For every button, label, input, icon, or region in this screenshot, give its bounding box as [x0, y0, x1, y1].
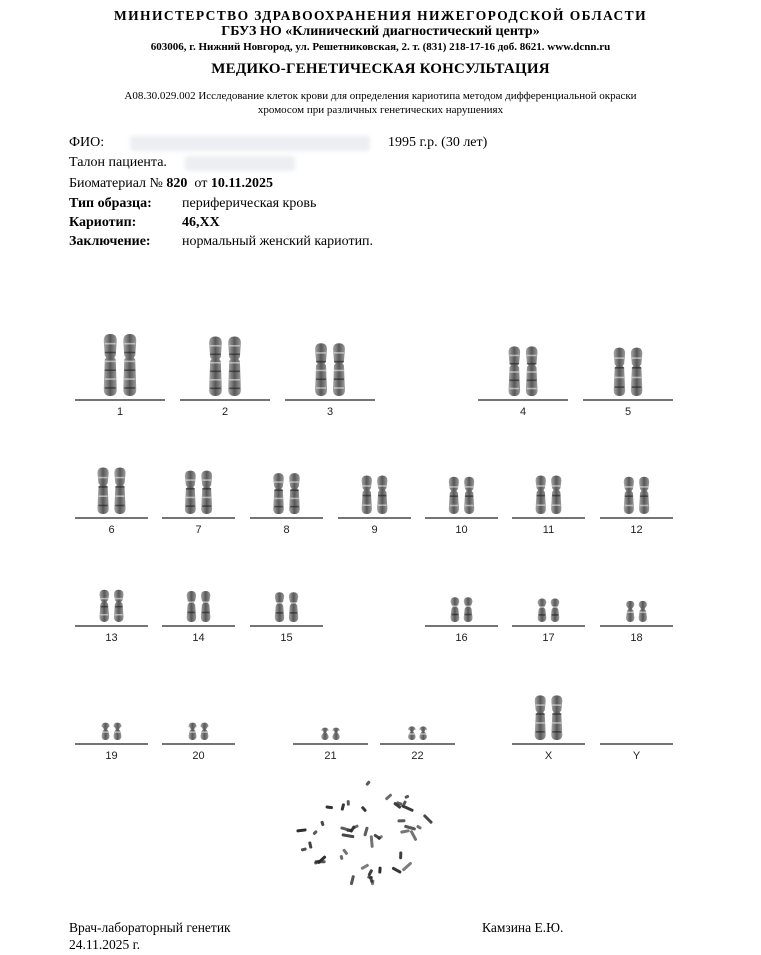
chromosome-band: [316, 361, 326, 363]
chromosome-band: [537, 485, 545, 487]
chromosome-band: [186, 479, 195, 481]
chromosome-band: [316, 352, 326, 354]
chromosome-band: [115, 505, 124, 507]
chromosome-band: [100, 614, 108, 616]
chromosome-pair-18: [600, 601, 673, 644]
chromosome-pair-2: [180, 336, 270, 418]
chromosome-band: [465, 505, 473, 507]
metaphase-chromosome: [401, 804, 414, 812]
metaphase-chromosome: [360, 863, 369, 870]
chromosome-band: [276, 612, 283, 614]
chromosome-label: X: [544, 750, 553, 762]
chromosome-band: [210, 353, 221, 355]
chromosome-band: [98, 486, 107, 488]
chromosome-label: 6: [108, 524, 115, 536]
chromatid: [97, 468, 108, 515]
metaphase-chromosome: [369, 876, 374, 883]
metaphase-chromosome: [416, 825, 422, 830]
chromosome-band: [615, 377, 624, 379]
chromosome-band: [527, 355, 537, 357]
chromosome-band: [276, 602, 283, 604]
chromosome-band: [229, 353, 240, 355]
chromosome-label: 21: [324, 750, 337, 762]
chromosome-band: [202, 488, 211, 490]
chromosome-band: [363, 485, 371, 487]
chromosome-band: [316, 387, 326, 389]
chromosome-band: [363, 504, 371, 506]
chromosome-band: [210, 387, 221, 389]
chromosome-band: [537, 504, 545, 506]
chromosome-band: [105, 369, 116, 371]
biomaterial-date: 10.11.2025: [210, 176, 274, 191]
chromosome-band: [274, 481, 283, 483]
metaphase-chromosome: [341, 803, 346, 811]
chromatid: [631, 348, 642, 396]
chromosome-band: [552, 485, 560, 487]
chromosome-band: [363, 495, 371, 497]
chromosome-band: [98, 495, 107, 497]
chromosome-pair-20: [162, 723, 235, 762]
chromosome-pair-5: [583, 348, 673, 418]
metaphase-chromosome: [347, 800, 350, 806]
metaphase-chromosome: [378, 867, 381, 874]
chromosome-band: [229, 387, 240, 389]
chromosome-band: [274, 489, 283, 491]
chromosome-band: [290, 612, 297, 614]
chromosome-band: [114, 731, 120, 733]
chromosome-pair-22: [380, 726, 455, 762]
chromosome-band: [536, 713, 545, 715]
chromosome-band: [115, 477, 124, 479]
chromosome-band: [334, 352, 344, 354]
chromosome-band: [334, 387, 344, 389]
chromosome-pair-6: [75, 468, 148, 537]
chromosome-band: [124, 352, 135, 354]
conclusion-label: Заключение:: [69, 234, 151, 249]
metaphase-chromosome: [301, 847, 307, 851]
chromosome-band: [465, 486, 473, 488]
metaphase-chromosome: [370, 835, 374, 848]
chromosome-band: [105, 352, 116, 354]
biomaterial-label: Биоматериал №: [69, 176, 163, 191]
chromosome-band: [190, 731, 196, 733]
chromatid: [614, 348, 625, 396]
chromosome-band: [552, 713, 561, 715]
chromosome-band: [229, 379, 240, 381]
chromosome-band: [290, 489, 299, 491]
chromosome-band: [124, 361, 135, 363]
chromosome-band: [115, 614, 123, 616]
chromosome-band: [202, 612, 210, 614]
date-prefix: от: [194, 176, 208, 191]
chromosome-band: [627, 611, 633, 613]
chromosome-band: [115, 606, 123, 608]
chromatid: [289, 592, 298, 622]
chromosome-label: 22: [411, 750, 424, 762]
chromosome-band: [539, 606, 546, 608]
chromosome-band: [210, 362, 221, 364]
chromosome-pair-y: [600, 744, 673, 762]
chromosome-band: [105, 387, 116, 389]
chromosome-band: [186, 505, 195, 507]
chromosome-band: [452, 605, 459, 607]
chromosome-label: 16: [455, 632, 468, 644]
chromosome-band: [450, 486, 458, 488]
chromosome-band: [510, 388, 520, 390]
chromosome-band: [378, 485, 386, 487]
chromosome-band: [632, 377, 641, 379]
chromosome-band: [229, 362, 240, 364]
doctor-name: Камзина Е.Ю.: [482, 920, 564, 935]
chromosome-band: [640, 611, 646, 613]
chromatid: [464, 597, 473, 622]
chromosome-band: [188, 601, 196, 603]
chromatid: [626, 601, 634, 622]
chromosome-band: [186, 497, 195, 499]
metaphase-chromosome: [312, 830, 318, 836]
chromosome-pair-10: [425, 477, 498, 536]
chromosome-band: [229, 345, 240, 347]
fio-label: ФИО:: [69, 135, 105, 150]
chromosome-band: [98, 477, 107, 479]
chromosome-band: [527, 371, 537, 373]
chromatid: [201, 591, 211, 622]
chromosome-label: 10: [455, 524, 468, 536]
metaphase-chromosome: [404, 795, 409, 800]
chromosome-band: [552, 704, 561, 706]
chromosome-band: [378, 495, 386, 497]
chromosome-label: 18: [630, 632, 643, 644]
metaphase-chromosome: [308, 841, 313, 849]
chromosome-band: [625, 486, 633, 488]
chromatid: [321, 728, 328, 740]
service-line-2: хромосом при различных генетических нарушениях: [257, 104, 504, 116]
chromosome-band: [510, 355, 520, 357]
chromosome-band: [536, 704, 545, 706]
chromosome-label: Y: [632, 750, 641, 762]
chromosome-band: [640, 505, 648, 507]
chromosome-label: 2: [221, 406, 229, 418]
metaphase-chromosome: [325, 805, 333, 809]
chromosome-label: 7: [195, 524, 202, 536]
metaphase-chromosome: [397, 819, 405, 822]
chromosome-label: 12: [630, 524, 643, 536]
chromosome-pair-8: [250, 473, 323, 536]
chromosome-band: [510, 363, 520, 365]
birth-info: 1995 г.р. (30 лет): [388, 135, 488, 150]
chromosome-band: [552, 614, 559, 616]
chromosome-band: [465, 495, 473, 497]
chromosome-pair-15: [250, 592, 323, 644]
chromosome-label: 1: [116, 406, 124, 418]
chromosome-pair-16: [425, 597, 498, 644]
chromosome-band: [632, 367, 641, 369]
chromosome-band: [100, 598, 108, 600]
chromatid: [538, 598, 547, 622]
institution-name: ГБУЗ НО «Клинический диагностический центр»: [221, 24, 540, 39]
chromosome-band: [465, 605, 472, 607]
chromosome-band: [124, 343, 135, 345]
karyotype-value: 46,XX: [182, 215, 220, 230]
chromosome-band: [539, 614, 546, 616]
chromosome-pair-17: [512, 598, 585, 644]
chromosome-pair-3: [285, 343, 375, 418]
chromosome-band: [334, 378, 344, 380]
chromosome-pair-12: [600, 477, 673, 536]
chromosome-band: [536, 731, 545, 733]
sample-type-value: периферическая кровь: [182, 196, 317, 211]
chromosome-label: 13: [105, 632, 118, 644]
chromosome-band: [632, 386, 641, 388]
metaphase-chromosome: [402, 861, 413, 871]
chromosome-band: [640, 486, 648, 488]
chromosome-band: [450, 495, 458, 497]
chromosome-band: [124, 387, 135, 389]
chromosome-band: [409, 733, 415, 735]
chromosome-band: [274, 506, 283, 508]
chromatid: [451, 597, 460, 622]
chromosome-band: [527, 363, 537, 365]
chromosome-label: 9: [371, 524, 378, 536]
chromosome-band: [552, 606, 559, 608]
chromatid: [639, 601, 647, 622]
chromosome-band: [552, 495, 560, 497]
chromosome-band: [552, 722, 561, 724]
chromosome-band: [625, 495, 633, 497]
chromosome-band: [334, 361, 344, 363]
metaphase-chromosome: [367, 869, 373, 877]
chromatid: [535, 695, 546, 740]
chromosome-band: [450, 505, 458, 507]
chromosome-band: [290, 498, 299, 500]
chromosome-band: [124, 378, 135, 380]
chromatid: [275, 592, 284, 622]
chromosome-band: [527, 379, 537, 381]
metaphase-chromosome: [410, 830, 418, 842]
chromosome-label: 15: [280, 632, 293, 644]
chromosome-pair-7: [162, 471, 235, 536]
chromosome-band: [115, 486, 124, 488]
chromosome-band: [274, 498, 283, 500]
chromosome-band: [290, 602, 297, 604]
chromosome-label: 20: [192, 750, 205, 762]
doctor-title: Врач-лабораторный генетик: [69, 920, 231, 935]
karyotype-label: Кариотип:: [69, 215, 137, 230]
chromosome-pair-x: [512, 695, 585, 762]
chromosome-band: [510, 371, 520, 373]
chromosome-band: [552, 731, 561, 733]
chromosome-band: [115, 495, 124, 497]
conclusion-value: нормальный женский кариотип.: [182, 234, 374, 249]
chromosome-band: [290, 481, 299, 483]
metaphase-chromosome: [391, 866, 401, 874]
chromosome-label: 3: [326, 406, 334, 418]
metaphase-chromosome: [340, 855, 344, 860]
chromosome-band: [210, 345, 221, 347]
chromosome-label: 19: [105, 750, 118, 762]
chromosome-pair-1: [75, 334, 165, 418]
chromosome-band: [615, 386, 624, 388]
chromosome-band: [537, 495, 545, 497]
chromosome-label: 17: [542, 632, 555, 644]
chromatid: [114, 468, 125, 515]
department-title: МЕДИКО-ГЕНЕТИЧЕСКАЯ КОНСУЛЬТАЦИЯ: [211, 61, 550, 77]
chromatid: [185, 471, 196, 514]
chromosome-band: [420, 733, 426, 735]
chromosome-label: 14: [192, 632, 205, 644]
chromosome-pair-4: [478, 346, 568, 418]
biomaterial-number: 820: [166, 176, 188, 191]
chromosome-band: [640, 495, 648, 497]
chromosome-band: [210, 370, 221, 372]
metaphase-chromosome: [350, 875, 355, 885]
metaphase-chromosome: [365, 780, 371, 786]
chromosome-label: 5: [624, 406, 632, 418]
metaphase-chromosome: [363, 826, 369, 836]
chromosome-band: [188, 612, 196, 614]
chromosome-band: [202, 497, 211, 499]
metaphase-chromosome: [400, 829, 410, 834]
chromosome-band: [615, 357, 624, 359]
chromosome-band: [316, 370, 326, 372]
metaphase-chromosome: [296, 828, 306, 832]
chromatid: [289, 473, 300, 514]
chromosome-band: [100, 606, 108, 608]
chromosome-label: 11: [542, 524, 555, 536]
chromatid: [332, 728, 339, 740]
chromatid: [551, 695, 562, 740]
chromosome-band: [98, 505, 107, 507]
chromosome-band: [527, 388, 537, 390]
chromosome-band: [378, 504, 386, 506]
metaphase-chromosome: [361, 806, 368, 813]
chromatid: [273, 473, 284, 514]
institution-address: 603006, г. Нижний Новгород, ул. Решетниковская, 2. т. (831) 218-17-16 доб. 8621. www.dcnn.ru: [150, 41, 611, 53]
chromosome-band: [465, 614, 472, 616]
chromosome-band: [632, 357, 641, 359]
chromosome-band: [202, 601, 210, 603]
ministry-title: МИНИСТЕРСТВО ЗДРАВООХРАНЕНИЯ НИЖЕГОРОДСКОЙ ОБЛАСТИ: [114, 8, 647, 23]
report-date: 24.11.2025 г.: [69, 937, 141, 952]
chromosome-band: [124, 369, 135, 371]
chromosome-band: [105, 378, 116, 380]
chromosome-pair-14: [162, 591, 235, 644]
service-line-1: А08.30.029.002 Исследование клеток крови для определения кариотипа методом дифференциальной окраски: [124, 90, 637, 102]
chromosome-pair-21: [293, 728, 368, 762]
metaphase-chromosome: [385, 793, 393, 801]
chromosome-band: [202, 479, 211, 481]
chromosome-band: [334, 370, 344, 372]
chromosome-label: 4: [519, 406, 527, 418]
metaphase-chromosome: [399, 851, 402, 859]
metaphase-chromosome: [342, 848, 348, 855]
chromosome-band: [202, 505, 211, 507]
sample-type-label: Тип образца:: [69, 196, 152, 211]
chromosome-band: [625, 505, 633, 507]
metaphase-spread: [296, 780, 433, 885]
chromosome-band: [115, 598, 123, 600]
chromosome-band: [103, 731, 109, 733]
metaphase-chromosome: [341, 833, 354, 838]
chromosome-band: [105, 343, 116, 345]
talon-label: Талон пациента.: [69, 155, 167, 170]
metaphase-chromosome: [423, 814, 433, 824]
chromosome-band: [615, 367, 624, 369]
chromosome-band: [105, 361, 116, 363]
chromosome-band: [201, 731, 207, 733]
chromosome-band: [510, 379, 520, 381]
chromosome-pair-11: [512, 476, 585, 536]
chromosome-band: [552, 504, 560, 506]
chromosome-band: [316, 378, 326, 380]
chromatid: [201, 471, 212, 514]
chromosome-band: [210, 379, 221, 381]
chromatid: [551, 598, 560, 622]
chromosome-band: [186, 488, 195, 490]
chromosome-pair-19: [75, 723, 148, 762]
chromosome-label: 8: [283, 524, 290, 536]
chromosome-band: [229, 370, 240, 372]
metaphase-chromosome: [320, 821, 324, 827]
chromosome-pair-9: [338, 476, 411, 536]
chromatid: [187, 591, 197, 622]
chromosome-band: [452, 614, 459, 616]
chromosome-pair-13: [75, 590, 148, 644]
chromosome-band: [290, 506, 299, 508]
chromosome-band: [536, 722, 545, 724]
